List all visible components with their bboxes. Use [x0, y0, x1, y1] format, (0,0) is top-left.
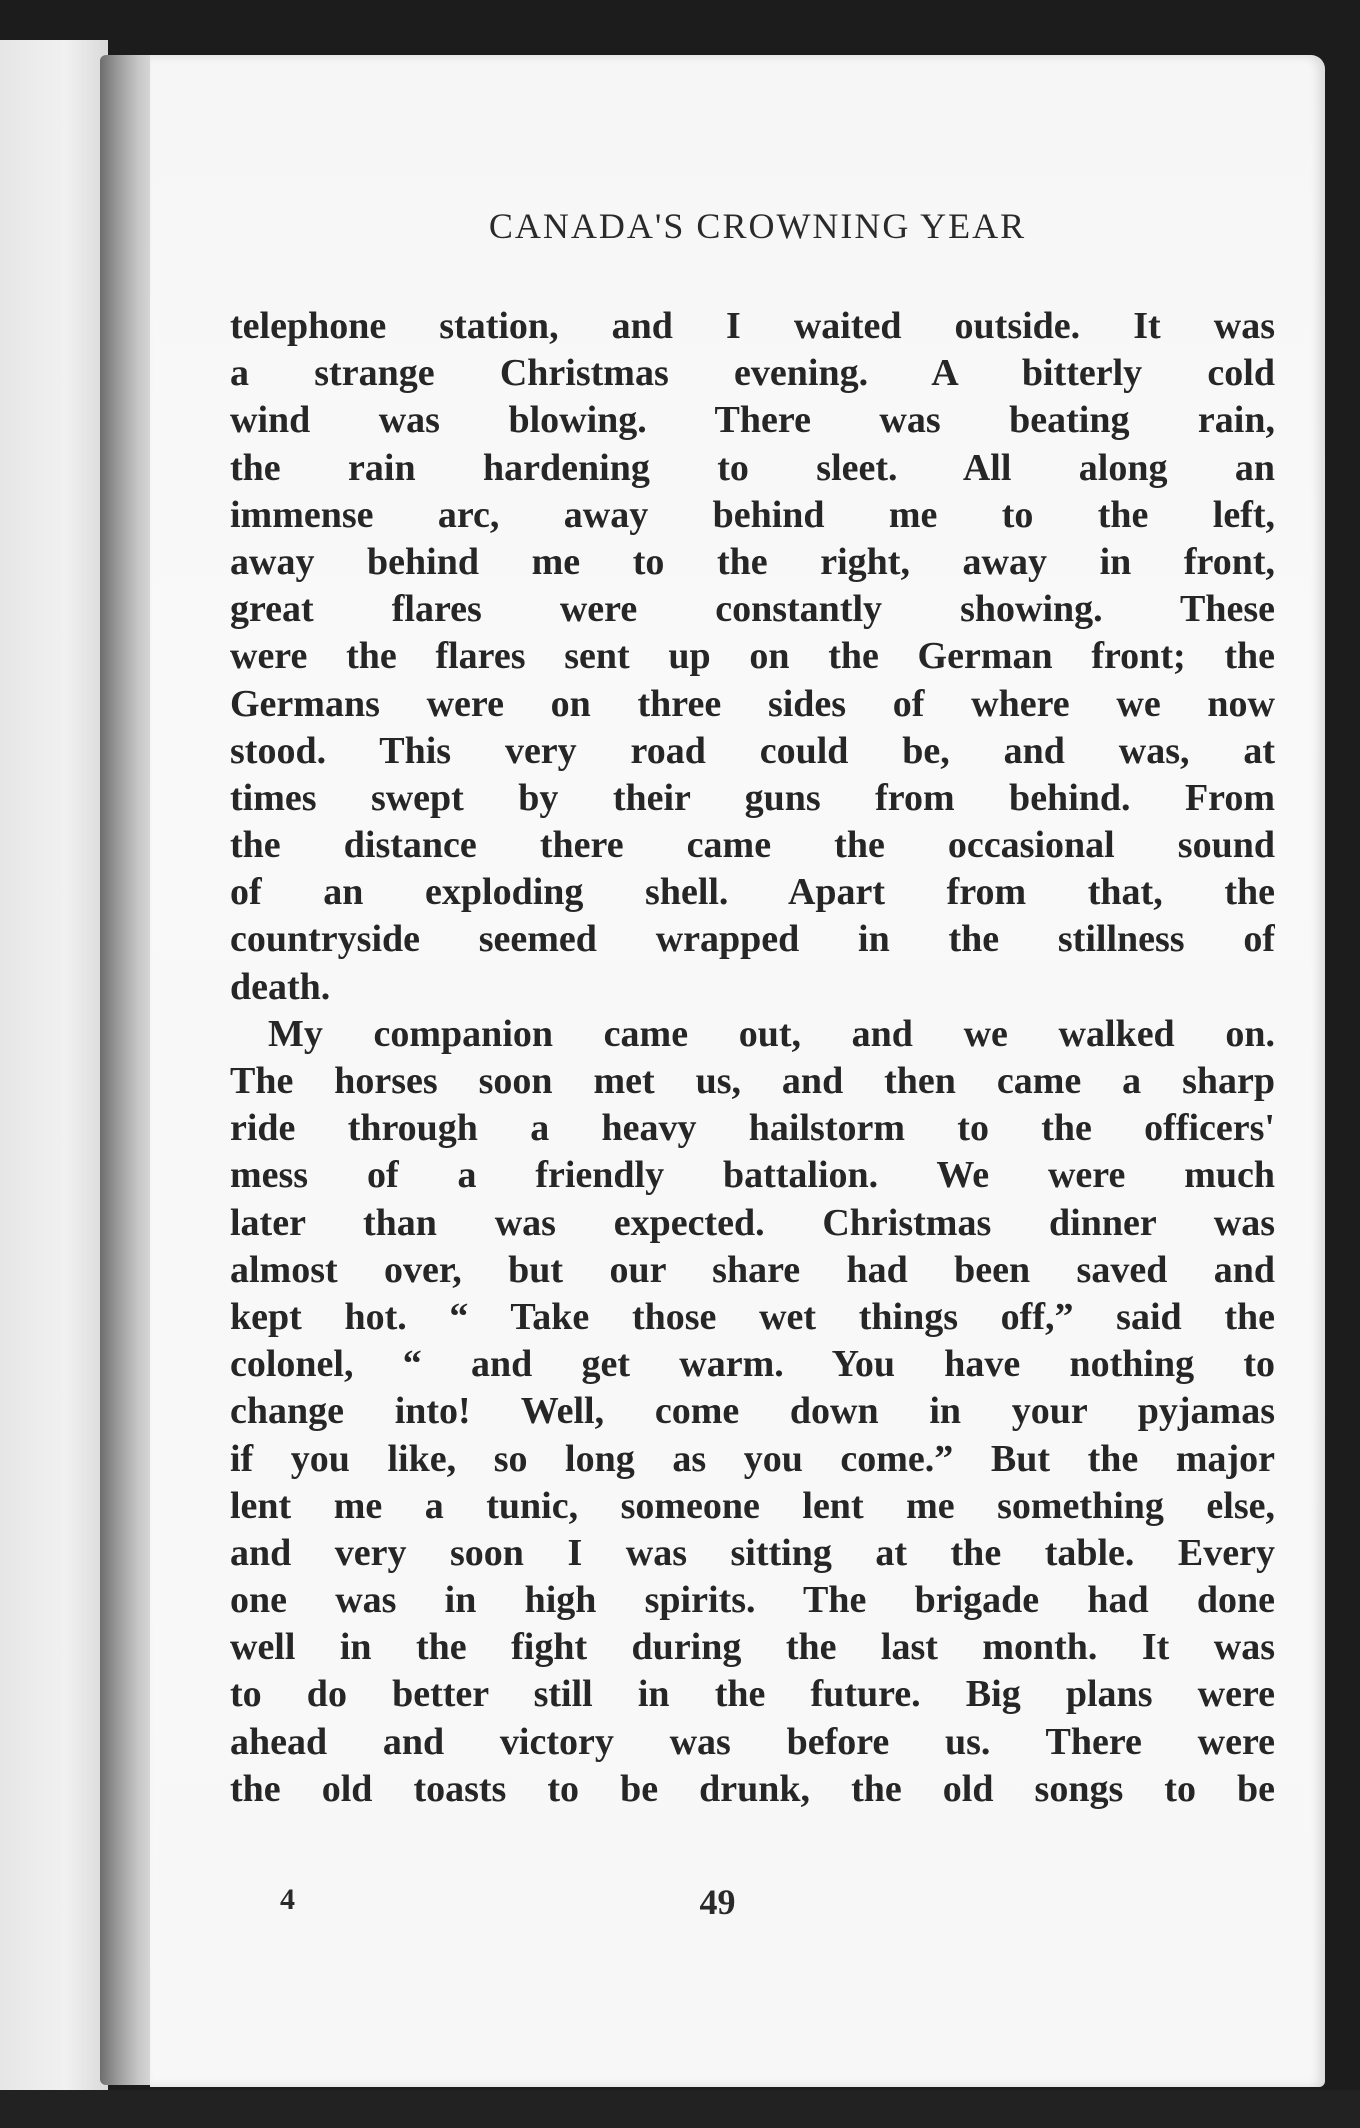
text-line: The horses soon met us, and then came a sharp	[230, 1060, 1275, 1102]
text-line: kept hot. “ Take those wet things off,” said the	[230, 1295, 1275, 1338]
text-line: if you like, so long as you come.” But the major	[230, 1437, 1275, 1480]
text-line: great flares were constantly showing. These	[230, 588, 1275, 631]
text-line: almost over, but our share had been saved and	[230, 1248, 1275, 1291]
text-line: the old toasts to be drunk, the old songs to be	[230, 1767, 1275, 1810]
body-text	[230, 303, 1275, 1813]
text-line: of an exploding shell. Apart from that, the	[230, 871, 1275, 914]
text-line: well in the fight during the last month. It was	[230, 1626, 1275, 1669]
text-line: change into! Well, come down in your pyjamas	[230, 1390, 1275, 1433]
text-line: mess of a friendly battalion. We were much	[230, 1154, 1275, 1197]
text-line: a strange Christmas evening. A bitterly cold	[230, 352, 1275, 395]
text-line: lent me a tunic, someone lent me something else,	[230, 1484, 1275, 1527]
text-line: stood. This very road could be, and was, at	[230, 729, 1275, 772]
text-line: My companion came out, and we walked on.	[268, 1012, 1275, 1055]
text-line: telephone station, and I waited outside. It was	[230, 305, 1275, 347]
text-line: times swept by their guns from behind. From	[230, 776, 1275, 819]
text-line: immense arc, away behind me to the left,	[230, 493, 1275, 536]
text-line: countryside seemed wrapped in the stillness of	[230, 918, 1275, 961]
text-line: the rain hardening to sleet. All along an	[230, 446, 1275, 489]
text-line: and very soon I was sitting at the table. Every	[230, 1531, 1275, 1574]
text-line: the distance there came the occasional sound	[230, 824, 1275, 867]
page-number: 49	[699, 1882, 736, 1922]
text-line: one was in high spirits. The brigade had done	[230, 1579, 1275, 1622]
scan-background	[0, 2090, 1360, 2128]
facing-page-edge	[0, 40, 108, 2090]
text-line: colonel, “ and get warm. You have nothing to	[230, 1343, 1275, 1386]
text-line: Germans were on three sides of where we now	[230, 682, 1275, 725]
text-line: to do better still in the future. Big plans were	[230, 1673, 1275, 1716]
book-page	[150, 55, 1325, 2087]
text-line: death.	[230, 965, 331, 1008]
signature-mark: 4	[280, 1883, 295, 1916]
text-line: ahead and victory was before us. There were	[230, 1720, 1275, 1763]
text-line: away behind me to the right, away in front,	[230, 540, 1275, 583]
text-line: were the flares sent up on the German front; the	[230, 635, 1275, 678]
text-line: ride through a heavy hailstorm to the officers'	[230, 1107, 1275, 1150]
text-line: later than was expected. Christmas dinner was	[230, 1201, 1275, 1244]
running-head: CANADA'S CROWNING YEAR	[488, 206, 1027, 246]
text-line: wind was blowing. There was beating rain,	[230, 399, 1275, 442]
